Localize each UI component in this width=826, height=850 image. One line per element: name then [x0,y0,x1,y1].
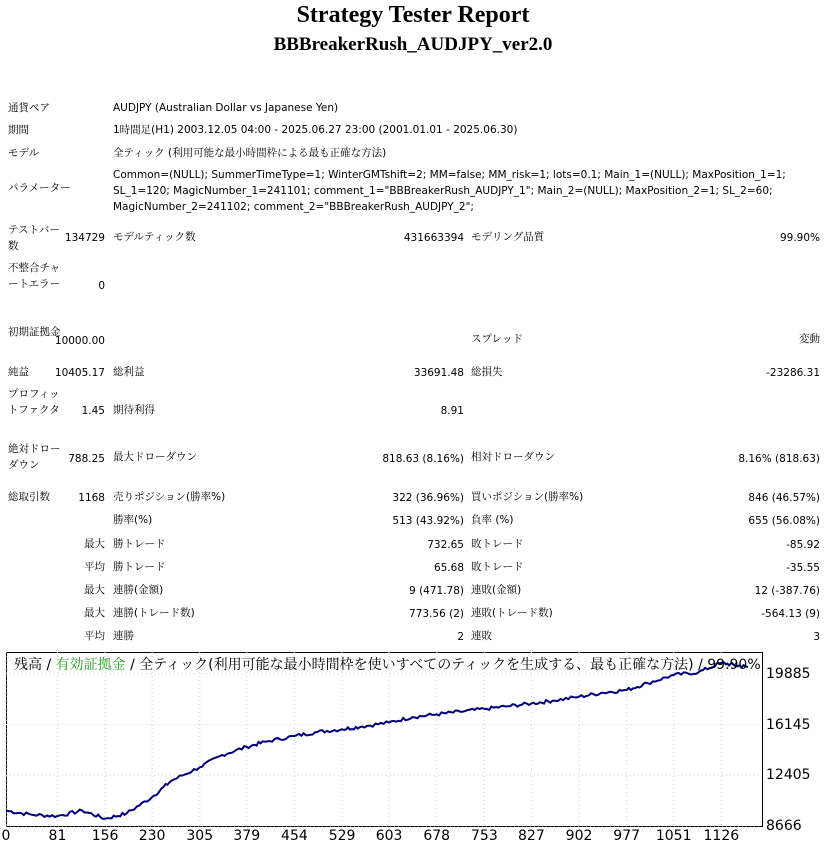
x-tick-label: 753 [471,828,498,844]
abs-dd-value: 788.25 [68,453,105,465]
legend-separator: / [42,657,56,673]
max-label-3: 最大 [84,607,105,619]
mismatch-value: 0 [98,280,105,292]
period-value: 1時間足(H1) 2003.12.05 04:00 - 2025.06.27 23:00 (2001.01.01 - 2025.06.30) [113,124,518,136]
pf-value: 1.45 [81,405,105,417]
x-tick-label: 81 [48,828,67,844]
loss-value: 655 (56.08%) [748,515,820,527]
params-value: Common=(NULL); SummerTimeType=1; WinterGMTshift=2; MM=false; MM_risk=1; lots=0.1; Main_1=(NULL); MaxPosition_1=1; SL_1=120; MagicNumber_1=241101; comment_1="BBBreakerRush_AUDJPY_1"; Main_2=(NULL); MaxPosition_2=1; SL_2=60; MagicNumber_2=241102; comment_2="BBBreakerRush_AUDJPY_2"; [113,169,786,213]
ticks-label: モデルティック数 [113,231,196,243]
bars-label: テストバー数 [8,224,60,252]
avg-label-1: 平均 [84,561,105,573]
gross-loss-label: 総損失 [471,366,503,378]
max-dd-value: 818.63 (8.16%) [382,453,464,465]
period-label: 期間 [8,124,29,136]
expected-value: 8.91 [440,405,464,417]
model-value: 全ティック (利用可能な最小時間枠による最も正確な方法) [113,147,387,159]
win-value: 513 (43.92%) [392,515,464,527]
rel-dd-label: 相対ドローダウン [471,451,555,463]
avg-consec-win-label: 連勝 [113,630,134,642]
balance-chart [6,652,821,848]
max-consec-win-amt-value: 9 (471.78) [409,585,464,597]
x-tick-label: 529 [328,828,356,844]
y-tick-label: 12405 [766,767,811,784]
max-consec-loss-cnt-value: -564.13 (9) [761,608,820,620]
chart-legend [14,656,761,674]
net-value: 10405.17 [54,367,105,379]
x-tick-label: 379 [233,828,261,844]
legend-balance: 残高 [14,657,42,673]
avg-consec-loss-label: 連敗 [471,630,492,642]
avg-consec-win-value: 2 [457,631,464,643]
gross-profit-value: 33691.48 [413,367,464,379]
x-tick-label: 1126 [703,828,740,844]
quality-label: モデリング品質 [471,231,545,243]
legend-description: / 全ティック(利用可能な最小時間枠を使いすべてのティックを生成する、最も正確な方法) / 99.90% [125,657,761,673]
rel-dd-value: 8.16% (818.63) [738,453,820,465]
plot-frame [7,653,763,827]
max-win-trade-label: 勝トレード [113,538,166,550]
max-consec-loss-amt-value: 12 (-387.76) [754,585,820,597]
max-consec-win-cnt-value: 773.56 (2) [409,608,464,620]
x-tick-label: 0 [1,828,11,844]
x-tick-label: 678 [423,828,451,844]
max-consec-win-cnt-label: 連勝(トレード数) [113,607,195,619]
max-loss-trade-label: 敗トレード [471,538,524,550]
pair-label: 通貨ペア [8,102,50,114]
balance-chart-svg [6,652,821,848]
x-tick-label: 1051 [655,828,692,844]
x-tick-label: 230 [138,828,166,844]
y-tick-label: 16145 [766,716,811,733]
y-tick-label: 8666 [766,818,802,834]
gross-profit-label: 総利益 [113,366,145,378]
max-dd-label: 最大ドローダウン [113,451,197,463]
x-tick-label: 603 [375,828,403,844]
pair-value: AUDJPY (Australian Dollar vs Japanese Yen) [113,102,339,114]
trades-label: 総取引数 [8,491,50,503]
deposit-label: 初期証拠金 [8,326,61,338]
avg-label-2: 平均 [84,630,105,642]
trades-value: 1168 [78,492,105,504]
max-label-2: 最大 [84,584,105,596]
report-title: Strategy Tester Report [296,2,530,28]
report-subtitle: BBBreakerRush_AUDJPY_ver2.0 [273,34,553,55]
spread-label: スプレッド [471,333,523,345]
max-consec-win-amt-label: 連勝(金額) [113,584,164,596]
bars-value: 134729 [64,232,105,244]
abs-dd-label: 絶対ドローダウン [8,443,61,471]
max-loss-trade-value: -85.92 [786,539,820,551]
ticks-value: 431663394 [403,232,464,244]
max-label-1: 最大 [84,538,105,550]
x-tick-label: 902 [565,828,593,844]
long-label: 買いポジション(勝率%) [471,491,584,503]
gross-loss-value: -23286.31 [766,367,820,379]
deposit-value: 10000.00 [54,335,105,347]
max-consec-loss-cnt-label: 連敗(トレード数) [471,607,553,619]
params-label: パラメーター [8,182,71,194]
legend-equity: 有効証拠金 [55,657,126,673]
pf-label: プロフィットファクタ [8,388,60,416]
short-label: 売りポジション(勝率%) [113,491,226,503]
x-tick-label: 156 [91,828,119,844]
max-consec-loss-amt-label: 連敗(金額) [471,584,522,596]
mismatch-label: 不整合チャートエラー [8,262,61,290]
spread-value: 変動 [799,333,820,345]
avg-consec-loss-value: 3 [813,631,820,643]
net-label: 純益 [8,366,29,378]
x-tick-label: 305 [186,828,214,844]
long-value: 846 (46.57%) [748,492,820,504]
x-tick-label: 827 [518,828,545,844]
short-value: 322 (36.96%) [392,492,464,504]
expected-label: 期待利得 [113,404,155,416]
x-tick-label: 977 [613,828,641,844]
avg-win-trade-label: 勝トレード [113,561,166,573]
model-label: モデル [8,147,39,159]
max-win-trade-value: 732.65 [427,539,464,551]
x-tick-label: 454 [281,828,308,844]
avg-win-trade-value: 65.68 [433,562,464,574]
y-tick-label: 19885 [766,665,811,682]
loss-label: 負率 (%) [471,514,514,526]
quality-value: 99.90% [779,232,820,244]
avg-loss-trade-value: -35.55 [786,562,820,574]
avg-loss-trade-label: 敗トレード [471,561,524,573]
win-label: 勝率(%) [113,514,153,526]
